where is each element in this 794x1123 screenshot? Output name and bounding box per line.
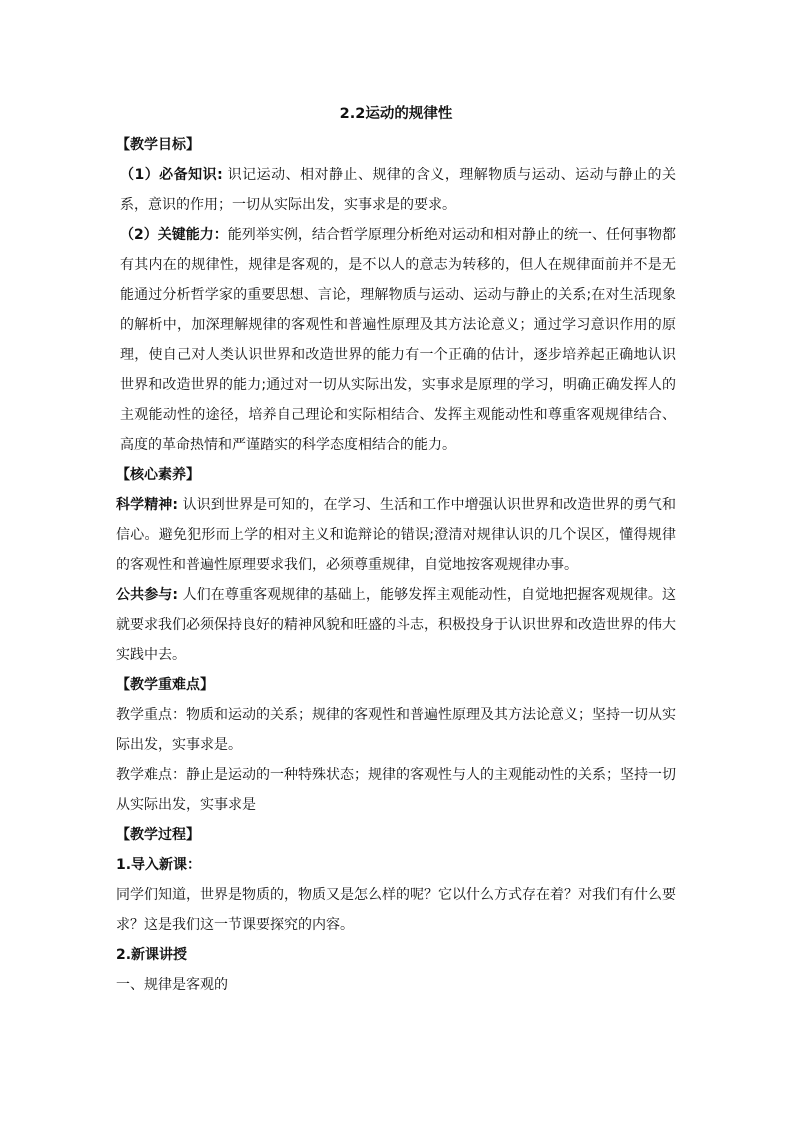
step-intro-heading: 1.导入新课： bbox=[116, 857, 202, 873]
document-page bbox=[116, 100, 676, 1000]
paragraph-teaching-focus: 教学重点：物质和运动的关系；规律的客观性和普遍性原理及其方法论意义；坚持一切从实际出发，实事求是。 bbox=[116, 707, 676, 753]
paragraph-lead: （1）必备知识: bbox=[120, 167, 223, 183]
paragraph-scientific-spirit bbox=[116, 490, 676, 580]
step-lecture-heading: 2.新课讲授 bbox=[116, 947, 188, 963]
section-heading-core: 【核心素养】 bbox=[116, 467, 200, 483]
section-heading-key-points: 【教学重难点】 bbox=[116, 677, 214, 693]
paragraph-lead: 公共参与: bbox=[116, 587, 179, 603]
paragraph-required-knowledge bbox=[116, 160, 676, 220]
paragraph-lead: 科学精神: bbox=[116, 497, 179, 513]
paragraph-body: 识记运动、相对静止、规律的含义，理解物质与运动、运动与静止的关系，意识的作用；一切从实际出发，实事求是的要求。 bbox=[120, 167, 677, 213]
paragraph-body: 能列举实例，结合哲学原理分析绝对运动和相对静止的统一、任何事物都有其内在的规律性，规律是客观的，是不以人的意志为转移的，但人在规律面前并不是无能通过分析哲学家的重要思想、言论，理解物质与运动、运动与静止的关系;在对生活现象的解析中，加深理解规律的客观性和普遍性原理及其方法论意义；通过学习意识作用的原理，使自己对人类认识世界和改造世界的能力有一个正确的估计，逐步培养起正确地认识世界和改造世界的能力;通过对一切从实际出发，实事求是原理的学习，明确正确发挥人的主观能动性的途径，培养自己理论和实际相结合、发挥主观能动性和尊重客观规律结合、高度的革命热情和严谨踏实的科学态度相结合的能力。 bbox=[120, 227, 676, 453]
paragraph-public-participation bbox=[116, 580, 676, 670]
paragraph-body: 认识到世界是可知的，在学习、生活和工作中增强认识世界和改造世界的勇气和信心。避免犯形而上学的相对主义和诡辩论的错误;澄清对规律认识的几个误区，懂得规律的客观性和普遍性原理要求我们，必须尊重规律，自觉地按客观规律办事。 bbox=[116, 497, 676, 573]
paragraph-key-ability bbox=[116, 220, 676, 460]
paragraph-teaching-difficulty: 教学难点：静止是运动的一种特殊状态；规律的客观性与人的主观能动性的关系；坚持一切从实际出发，实事求是 bbox=[116, 767, 676, 813]
paragraph-subsection: 一、规律是客观的 bbox=[116, 977, 228, 993]
document-title: 2.2运动的规律性 bbox=[339, 106, 453, 122]
paragraph-body: 人们在尊重客观规律的基础上，能够发挥主观能动性，自觉地把握客观规律。这就要求我们必须保持良好的精神风貌和旺盛的斗志，积极投身于认识世界和改造世界的伟大实践中去。 bbox=[116, 587, 676, 663]
section-heading-goals: 【教学目标】 bbox=[116, 137, 200, 153]
paragraph-intro: 同学们知道，世界是物质的，物质又是怎么样的呢？它以什么方式存在着？对我们有什么要求？这是我们这一节课要探究的内容。 bbox=[116, 887, 676, 933]
section-heading-process: 【教学过程】 bbox=[116, 827, 200, 843]
paragraph-lead: （2）关键能力： bbox=[120, 227, 228, 243]
